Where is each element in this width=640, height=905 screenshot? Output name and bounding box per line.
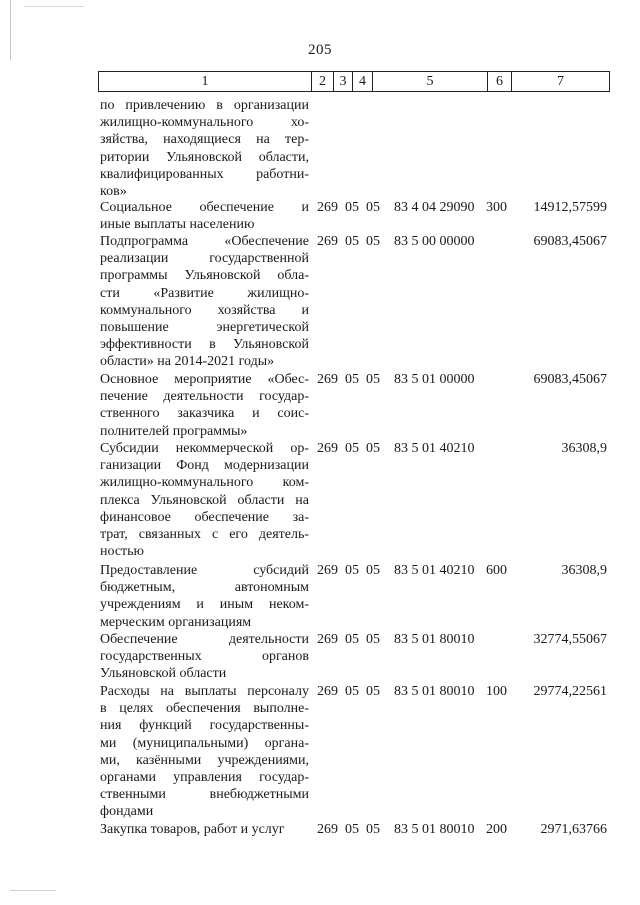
description-line: по привлечению в организации (100, 98, 309, 113)
description-line: учреждениям и иным неком- (100, 597, 309, 613)
description-line: Предоставление субсидий (100, 563, 309, 578)
description-line: Расходы на выплаты персоналу (100, 684, 309, 699)
target-article-code: 83 4 04 29090 (394, 200, 475, 215)
row-description (100, 233, 309, 371)
subsection-code: 05 (366, 441, 380, 456)
description-line: государственных органов (100, 649, 309, 665)
description-line: бюджетным, автономным (100, 580, 309, 596)
amount: 36308,9 (561, 441, 607, 456)
target-article-code: 83 5 01 80010 (394, 632, 475, 647)
description-line: жилищно-коммунального ком- (100, 475, 309, 491)
description-line: Подпрограмма «Обеспечение (100, 234, 309, 249)
description-line: квалифицированных работни- (100, 166, 309, 182)
subsection-code: 05 (366, 372, 380, 387)
expense-type-code: 600 (486, 563, 507, 578)
description-line: сти «Развитие жилищно- (100, 285, 309, 301)
description-line: жилищно-коммунального хо- (100, 115, 309, 131)
description-line: органами управления государ- (100, 769, 309, 785)
section-code: 05 (345, 372, 359, 387)
amount: 32774,55067 (533, 632, 607, 647)
ministry-code: 269 (317, 563, 338, 578)
description-line: фондами (100, 804, 154, 820)
description-line: ностью (100, 544, 145, 560)
description-line: Основное мероприятие «Обес- (100, 372, 309, 387)
ministry-code: 269 (317, 822, 338, 837)
description-line: ственными внебюджетными (100, 787, 309, 803)
description-line: ритории Ульяновской области, (100, 149, 309, 165)
description-line: ганизации Фонд модернизации (100, 458, 309, 474)
section-code: 05 (345, 234, 359, 249)
description-line: Субсидии некоммерческой ор- (100, 441, 309, 456)
description-line: ственного заказчика и соис- (100, 406, 309, 422)
section-code: 05 (345, 684, 359, 699)
header-col-2: 2 (311, 72, 333, 91)
amount: 29774,22561 (533, 684, 607, 699)
description-line: Социальное обеспечение и (100, 200, 309, 215)
ministry-code: 269 (317, 441, 338, 456)
description-line: ков» (100, 183, 127, 199)
ministry-code: 269 (317, 632, 338, 647)
row-description (100, 562, 309, 631)
row-description (100, 371, 309, 440)
expense-type-code: 100 (486, 684, 507, 699)
description-line: финансовое обеспечение за- (100, 509, 309, 525)
section-code: 05 (345, 632, 359, 647)
row-description (100, 631, 309, 683)
description-line: эффективности в Ульяновской (100, 337, 309, 353)
description-line: плекса Ульяновской области на (100, 492, 309, 508)
description-line: зяйства, находящиеся на тер- (100, 132, 309, 148)
description-line: Ульяновской области (100, 666, 227, 682)
description-line: ми (муниципальными) органа- (100, 735, 309, 751)
target-article-code: 83 5 01 80010 (394, 822, 475, 837)
scan-edge-mark (24, 6, 84, 7)
description-line: мерческим организациям (100, 614, 252, 630)
section-code: 05 (345, 441, 359, 456)
amount: 69083,45067 (533, 372, 607, 387)
target-article-code: 83 5 00 00000 (394, 234, 475, 249)
section-code: 05 (345, 200, 359, 215)
row-description (100, 683, 309, 821)
ministry-code: 269 (317, 372, 338, 387)
row-description (100, 199, 309, 233)
subsection-code: 05 (366, 234, 380, 249)
table-header-row (98, 71, 610, 92)
description-line: реализации государственной (100, 251, 309, 267)
description-line: полнителей программы» (100, 423, 248, 439)
header-col-6: 6 (487, 72, 511, 91)
amount: 2971,63766 (540, 822, 607, 837)
target-article-code: 83 5 01 40210 (394, 441, 475, 456)
amount: 14912,57599 (533, 200, 607, 215)
expense-type-code: 300 (486, 200, 507, 215)
amount: 69083,45067 (533, 234, 607, 249)
description-line: в целях обеспечения выполне- (100, 701, 309, 717)
description-line: программы Ульяновской обла- (100, 268, 309, 284)
target-article-code: 83 5 01 80010 (394, 684, 475, 699)
expense-type-code: 200 (486, 822, 507, 837)
section-code: 05 (345, 822, 359, 837)
ministry-code: 269 (317, 684, 338, 699)
amount: 36308,9 (561, 563, 607, 578)
description-line: области» на 2014-2021 годы» (100, 354, 275, 370)
ministry-code: 269 (317, 200, 338, 215)
header-col-1: 1 (201, 74, 209, 89)
description-line: Закупка товаров, работ и услуг (100, 822, 285, 837)
description-line: коммунального хозяйства и (100, 302, 309, 318)
description-line: трат, связанных с его деятель- (100, 526, 309, 542)
header-col-5: 5 (372, 72, 487, 91)
subsection-code: 05 (366, 684, 380, 699)
row-description (100, 97, 309, 200)
description-line: Обеспечение деятельности (100, 632, 309, 647)
description-line: печение деятельности государ- (100, 389, 309, 405)
ministry-code: 269 (317, 234, 338, 249)
header-col-4: 4 (352, 72, 372, 91)
subsection-code: 05 (366, 563, 380, 578)
section-code: 05 (345, 563, 359, 578)
header-col-7: 7 (511, 72, 609, 91)
subsection-code: 05 (366, 822, 380, 837)
row-description (100, 821, 309, 838)
description-line: иные выплаты населению (100, 217, 255, 233)
page-number: 205 (308, 42, 332, 58)
target-article-code: 83 5 01 00000 (394, 372, 475, 387)
target-article-code: 83 5 01 40210 (394, 563, 475, 578)
description-line: повышение энергетической (100, 319, 309, 335)
row-description (100, 440, 309, 560)
scan-edge-mark (10, 890, 56, 891)
description-line: ния функций государственны- (100, 718, 309, 734)
subsection-code: 05 (366, 200, 380, 215)
header-col-3: 3 (333, 72, 352, 91)
subsection-code: 05 (366, 632, 380, 647)
description-line: ми, казёнными учреждениями, (100, 752, 309, 768)
